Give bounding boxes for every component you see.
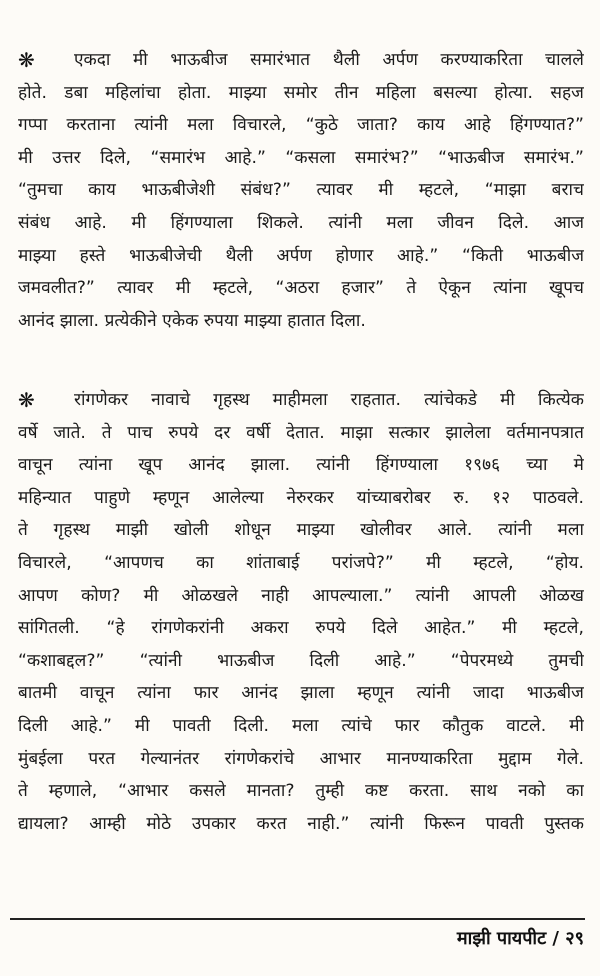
text-line: जमवलीत?” त्यावर मी म्हटले, “अठरा हजार” ते ऐकून त्यांना खूपच [18,278,584,299]
text-line: महिन्यात पाहुणे म्हणून आलेल्या नेरुरकर यांच्याबरोबर रु. १२ पाठवले. [18,487,584,508]
line-text: रांगणेकर नावाचे गृहस्थ माहीमला राहतात. त्यांचेकडे मी कित्येक [74,390,584,410]
text-line: सांगितली. “हे रांगणेकरांनी अकरा रुपये दिले आहेत.” मी म्हटले, [18,618,584,639]
text-line: वर्षे जाते. ते पाच रुपये दर वर्षी देतात. माझा सत्कार झालेला वर्तमानपत्रात [18,422,584,443]
text-line: दिली आहे.” मी पावती दिली. मला त्यांचे फार कौतुक वाटले. मी [18,715,584,736]
text-line: मुंबईला परत गेल्यानंतर रांगणेकरांचे आभार मानण्याकरिता मुद्दाम गेले. [18,748,584,769]
text-line [18,384,584,417]
page-footer: माझी पायपीट / २९ [456,928,584,949]
text-line: मी उत्तर दिले, “समारंभ आहे.” “कसला समारंभ?” “भाऊबीज समारंभ.” [18,147,584,168]
text-line: बातमी वाचून त्यांना फार आनंद झाला म्हणून त्यांनी जादा भाऊबीज [18,683,584,704]
line-text: एकदा मी भाऊबीज समारंभात थैली अर्पण करण्याकरिता चालले [74,50,584,70]
text-line: ते म्हणाले, “आभार कसले मानता? तुम्ही कष्ट करता. साथ नको का [18,781,584,802]
text-line: वाचून त्यांना खूप आनंद झाला. त्यांनी हिंगण्याला १९७६ च्या मे [18,455,584,476]
text-line: आपण कोण? मी ओळखले नाही आपल्याला.” त्यांनी आपली ओळख [18,585,584,606]
text-line: आनंद झाला. प्रत्येकीने एकेक रुपया माझ्या हातात दिला. [18,310,366,331]
text-line: माझ्या हस्ते भाऊबीजेची थैली अर्पण होणार आहे.” “किती भाऊबीज [18,245,584,266]
ornament-icon: ❋ [18,48,35,72]
ornament-icon: ❋ [18,388,35,412]
text-line: विचारले, “आपणच का शांताबाई परांजपे?” मी म्हटले, “होय. [18,552,584,573]
footer-rule [10,918,585,920]
paragraph-2 [18,384,584,840]
text-line: ते गृहस्थ माझी खोली शोधून माझ्या खोलीवर आले. त्यांनी मला [18,520,584,541]
text-line: गप्पा करताना त्यांनी मला विचारले, “कुठे जाता? काय आहे हिंगण्यात?” [18,115,584,136]
text-line: संबंध आहे. मी हिंगण्याला शिकले. त्यांनी मला जीवन दिले. आज [18,212,584,233]
paragraph-1 [18,44,584,337]
text-line: होते. डबा महिलांचा होता. माझ्या समोर तीन महिला बसल्या होत्या. सहज [18,82,584,103]
text-line [18,44,584,77]
text-line: “कशाबद्दल?” “त्यांनी भाऊबीज दिली आहे.” “पेपरमध्ये तुमची [18,650,584,671]
text-line: द्यायला? आम्ही मोठे उपकार करत नाही.” त्यांनी फिरून पावती पुस्तक [18,813,584,834]
text-line: “तुमचा काय भाऊबीजेशी संबंध?” त्यावर मी म्हटले, “माझा बराच [18,180,584,201]
